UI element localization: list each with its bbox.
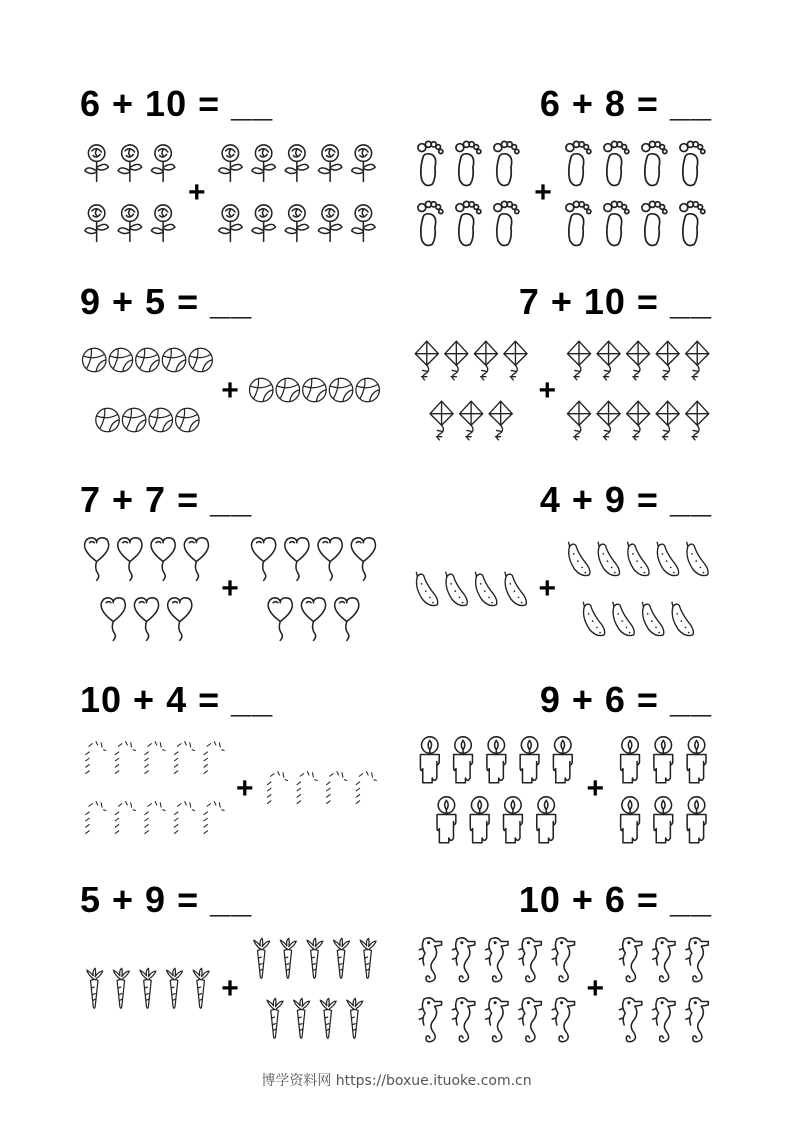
seahorse-icon xyxy=(619,998,641,1042)
problem-9 xyxy=(80,878,380,1053)
problem-3 xyxy=(80,280,380,455)
picture-group xyxy=(412,926,712,1051)
carrot-icon xyxy=(140,968,156,1008)
kite-icon xyxy=(686,341,709,380)
balloon-icon xyxy=(335,598,359,641)
carrot-icon xyxy=(87,968,103,1008)
rose-icon xyxy=(352,145,376,181)
candy-cane-icon xyxy=(115,741,136,778)
ball-icon xyxy=(162,348,186,372)
candle-icon xyxy=(621,797,640,843)
problem-2 xyxy=(412,82,712,257)
candle-icon xyxy=(487,737,506,783)
candle-icon xyxy=(470,797,489,843)
problem-6 xyxy=(412,478,712,653)
candle-icon xyxy=(437,797,456,843)
picture-group xyxy=(80,130,380,255)
carrot-icon xyxy=(167,968,183,1008)
ball-icon xyxy=(303,378,327,402)
seahorse-icon xyxy=(419,998,441,1042)
rose-icon xyxy=(118,205,142,241)
kite-icon xyxy=(445,341,468,380)
candle-icon xyxy=(621,737,640,783)
equation-text: 6 + 8 = __ xyxy=(539,83,712,124)
candle-icon xyxy=(553,737,572,783)
rose-icon xyxy=(219,205,243,241)
candy-cane-icon xyxy=(85,741,106,778)
candy-cane-icon xyxy=(267,771,288,808)
cucumber-icon xyxy=(569,542,590,575)
cucumber-icon xyxy=(505,572,526,605)
carrot-icon xyxy=(334,938,350,978)
kite-icon xyxy=(415,341,438,380)
candle-icon xyxy=(454,737,473,783)
kite-icon xyxy=(656,341,679,380)
candle-icon xyxy=(687,797,706,843)
carrot-icon xyxy=(193,968,209,1008)
footprint-icon xyxy=(566,141,591,185)
kite-icon xyxy=(597,341,620,380)
ball-icon xyxy=(276,378,300,402)
candy-cane-icon xyxy=(297,771,318,808)
cucumber-icon xyxy=(628,542,649,575)
equation-text: 7 + 10 = __ xyxy=(518,281,712,322)
footprint-icon xyxy=(680,201,705,245)
kite-icon xyxy=(430,401,453,440)
seahorse-icon xyxy=(486,938,508,982)
plus-sign: + xyxy=(236,772,254,805)
seahorse-icon xyxy=(653,938,675,982)
rose-icon xyxy=(85,205,109,241)
seahorse-icon xyxy=(686,938,708,982)
seahorse-icon xyxy=(419,938,441,982)
picture-group xyxy=(412,526,712,651)
cucumber-icon xyxy=(416,572,437,605)
candle-icon xyxy=(687,737,706,783)
footprint-icon xyxy=(604,201,629,245)
ball-icon xyxy=(96,408,120,432)
footprint-icon xyxy=(494,201,519,245)
seahorse-icon xyxy=(619,938,641,982)
rose-icon xyxy=(318,145,342,181)
kite-icon xyxy=(489,401,512,440)
cucumber-icon xyxy=(446,572,467,605)
candy-cane-icon xyxy=(144,741,165,778)
picture-group xyxy=(80,926,380,1051)
plus-sign: + xyxy=(221,374,239,407)
candle-icon xyxy=(504,797,523,843)
ball-icon xyxy=(189,348,213,372)
equation-text: 9 + 6 = __ xyxy=(539,679,712,720)
kite-icon xyxy=(627,401,650,440)
ball-icon xyxy=(109,348,133,372)
balloon-icon xyxy=(184,538,208,581)
carrot-icon xyxy=(254,938,270,978)
seahorse-icon xyxy=(653,998,675,1042)
balloon-icon xyxy=(268,598,292,641)
balloon-icon xyxy=(118,538,142,581)
candy-cane-icon xyxy=(174,741,195,778)
footprint-icon xyxy=(494,141,519,185)
kite-icon xyxy=(627,341,650,380)
problem-8 xyxy=(412,678,712,853)
cucumber-icon xyxy=(475,572,496,605)
rose-icon xyxy=(85,145,109,181)
plus-sign: + xyxy=(538,572,556,605)
kite-icon xyxy=(567,401,590,440)
balloon-icon xyxy=(168,598,192,641)
kite-icon xyxy=(460,401,483,440)
picture-group xyxy=(80,726,380,851)
seahorse-icon xyxy=(519,938,541,982)
plus-sign: + xyxy=(586,972,605,1005)
equation-text: 10 + 4 = __ xyxy=(80,679,274,720)
ball-icon xyxy=(122,408,146,432)
candle-icon xyxy=(520,737,539,783)
balloon-icon xyxy=(151,538,175,581)
plus-sign: + xyxy=(221,572,239,605)
seahorse-icon xyxy=(452,938,474,982)
candy-cane-icon xyxy=(204,801,225,838)
plus-sign: + xyxy=(221,972,239,1005)
rose-icon xyxy=(252,205,276,241)
plus-sign: + xyxy=(534,176,552,209)
footprint-icon xyxy=(418,141,443,185)
plus-sign: + xyxy=(538,374,556,407)
equation-text: 7 + 7 = __ xyxy=(80,479,253,520)
ball-icon xyxy=(136,348,160,372)
candy-cane-icon xyxy=(356,771,377,808)
ball-icon xyxy=(249,378,273,402)
cucumber-icon xyxy=(613,602,634,635)
kite-icon xyxy=(567,341,590,380)
picture-group xyxy=(412,726,712,851)
rose-icon xyxy=(318,205,342,241)
seahorse-icon xyxy=(552,998,574,1042)
plus-sign: + xyxy=(187,176,206,209)
candle-icon xyxy=(654,737,673,783)
rose-icon xyxy=(151,205,175,241)
problem-10 xyxy=(412,878,712,1053)
balloon-icon xyxy=(318,538,342,581)
kite-icon xyxy=(504,341,527,380)
problem-5 xyxy=(80,478,380,653)
candy-cane-icon xyxy=(144,801,165,838)
rose-icon xyxy=(352,205,376,241)
equation-text: 6 + 10 = __ xyxy=(80,83,274,124)
rose-icon xyxy=(252,145,276,181)
equation-text: 9 + 5 = __ xyxy=(80,281,253,322)
footprint-icon xyxy=(418,201,443,245)
cucumber-icon xyxy=(598,542,619,575)
ball-icon xyxy=(176,408,200,432)
ball-icon xyxy=(149,408,173,432)
seahorse-icon xyxy=(519,998,541,1042)
ball-icon xyxy=(329,378,353,402)
picture-group xyxy=(412,130,712,255)
footprint-icon xyxy=(642,201,667,245)
balloon-icon xyxy=(285,538,309,581)
carrot-icon xyxy=(320,998,336,1038)
plus-sign: + xyxy=(586,772,605,805)
footprint-icon xyxy=(456,201,481,245)
kite-icon xyxy=(686,401,709,440)
cucumber-icon xyxy=(657,542,678,575)
cucumber-icon xyxy=(583,602,604,635)
cucumber-icon xyxy=(687,542,708,575)
equation-text: 5 + 9 = __ xyxy=(80,879,253,920)
candy-cane-icon xyxy=(115,801,136,838)
balloon-icon xyxy=(134,598,158,641)
footer-source: 博学资料网 https://boxue.ituoke.com.cn xyxy=(261,1073,532,1089)
picture-group xyxy=(80,526,380,651)
ball-icon xyxy=(356,378,380,402)
seahorse-icon xyxy=(552,938,574,982)
balloon-icon xyxy=(101,598,125,641)
kite-icon xyxy=(656,401,679,440)
cucumber-icon xyxy=(642,602,663,635)
seahorse-icon xyxy=(686,998,708,1042)
footprint-icon xyxy=(456,141,481,185)
problem-4 xyxy=(412,280,712,455)
footprint-icon xyxy=(680,141,705,185)
rose-icon xyxy=(118,145,142,181)
seahorse-icon xyxy=(452,998,474,1042)
carrot-icon xyxy=(113,968,129,1008)
carrot-icon xyxy=(267,998,283,1038)
carrot-icon xyxy=(347,998,363,1038)
rose-icon xyxy=(285,205,309,241)
footprint-icon xyxy=(604,141,629,185)
problem-7 xyxy=(80,678,380,853)
carrot-icon xyxy=(280,938,296,978)
balloon-icon xyxy=(351,538,375,581)
candy-cane-icon xyxy=(85,801,106,838)
seahorse-icon xyxy=(486,998,508,1042)
carrot-icon xyxy=(294,998,310,1038)
ball-icon xyxy=(82,348,106,372)
picture-group xyxy=(80,328,380,453)
equation-text: 10 + 6 = __ xyxy=(518,879,712,920)
rose-icon xyxy=(151,145,175,181)
carrot-icon xyxy=(307,938,323,978)
carrot-icon xyxy=(360,938,376,978)
candy-cane-icon xyxy=(326,771,347,808)
footprint-icon xyxy=(566,201,591,245)
rose-icon xyxy=(285,145,309,181)
balloon-icon xyxy=(252,538,276,581)
footprint-icon xyxy=(642,141,667,185)
candy-cane-icon xyxy=(204,741,225,778)
kite-icon xyxy=(597,401,620,440)
candle-icon xyxy=(420,737,439,783)
picture-group xyxy=(412,328,712,453)
rose-icon xyxy=(219,145,243,181)
problem-1 xyxy=(80,82,380,257)
candy-cane-icon xyxy=(174,801,195,838)
equation-text: 4 + 9 = __ xyxy=(539,479,712,520)
balloon-icon xyxy=(301,598,325,641)
balloon-icon xyxy=(85,538,109,581)
candle-icon xyxy=(654,797,673,843)
kite-icon xyxy=(474,341,497,380)
cucumber-icon xyxy=(672,602,693,635)
candle-icon xyxy=(537,797,556,843)
